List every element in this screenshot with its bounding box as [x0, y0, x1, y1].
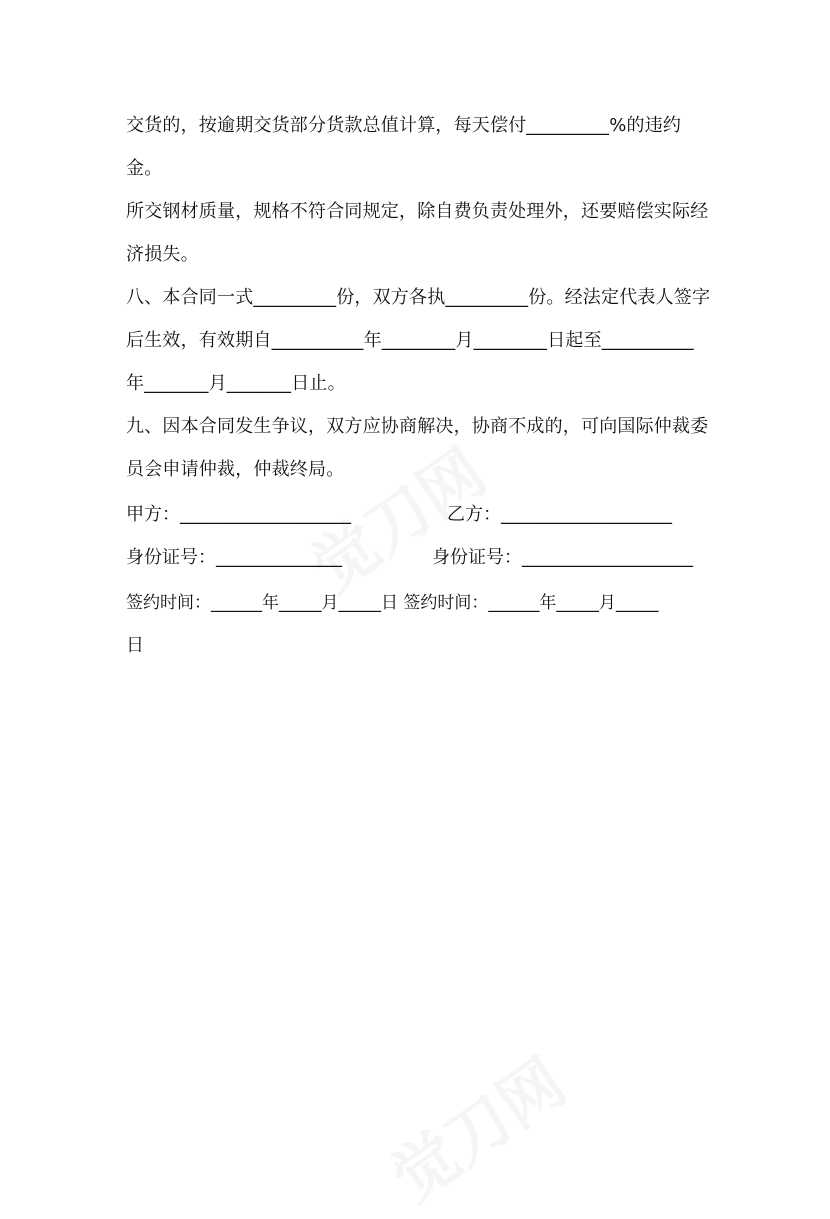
signing-date-line: 签约时间：______年_____月_____日 签约时间：______年_____月_____: [126, 593, 659, 613]
paragraph-quality: 所交钢材质量，规格不符合同规定，除自费负责处理外，还要赔偿实际经济损失。: [126, 201, 709, 265]
watermark: 觉刀网: [299, 435, 500, 607]
party-b-signature: 乙方：___________________: [447, 504, 672, 525]
paragraph-clause-eight: 八、本合同一式_________份，双方各执_________份。经法定代表人签字后生效，有效期自__________年________月________日起至__________年_______月_______日止。: [126, 287, 711, 394]
party-a-signature: 甲方：___________________: [126, 504, 351, 525]
party-b-id-number: 身份证号：___________________: [432, 547, 693, 568]
party-a-id-number: 身份证号：______________: [126, 547, 342, 568]
watermark: 觉刀网: [379, 1045, 580, 1217]
signing-date-tail: 日: [126, 635, 144, 656]
paragraph-penalty: 交货的，按逾期交货部分货款总值计算，每天偿付_________%的违约金。: [126, 115, 682, 179]
paragraph-clause-nine: 九、因本合同发生争议，双方应协商解决，协商不成的，可向国际仲裁委员会申请仲裁，仲裁终局。: [126, 416, 709, 480]
